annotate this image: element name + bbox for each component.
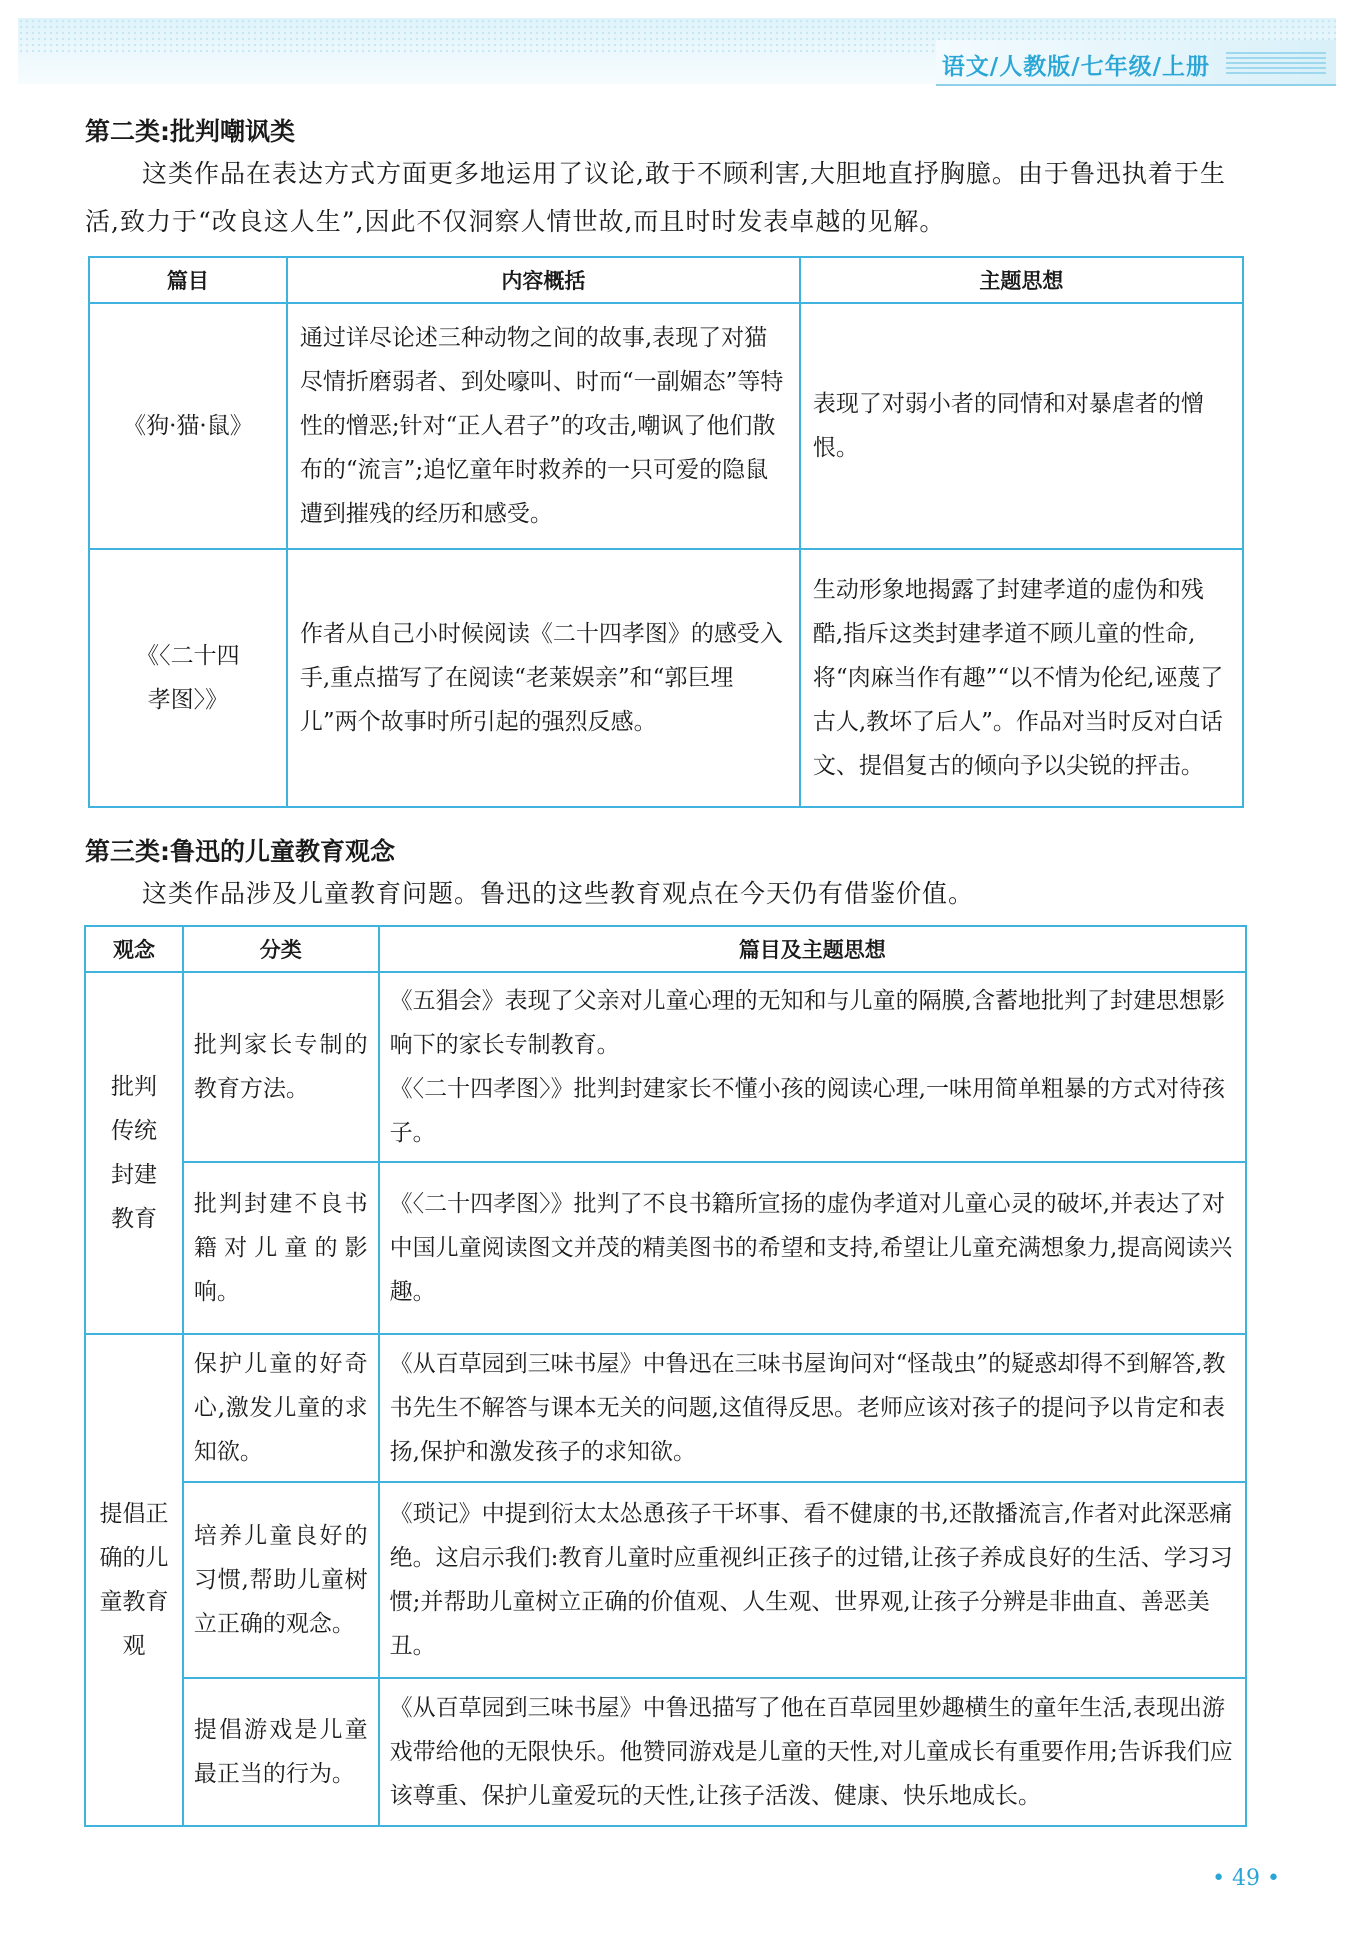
category-cell: 保护儿童的好奇心,激发儿童的求知欲。	[183, 1334, 379, 1482]
section-2-title: 第二类:批判嘲讽类	[85, 117, 295, 146]
table-header-row	[89, 257, 1243, 303]
critique-works-table	[88, 256, 1244, 808]
theme: 表现了对弱小者的同情和对暴虐者的憎恨。	[800, 303, 1243, 549]
table-header-row	[85, 926, 1246, 972]
table-row	[89, 303, 1243, 549]
book-title: 语文/人教版/七年级/上册	[941, 54, 1210, 80]
table-row	[85, 1162, 1246, 1334]
section-3-title: 第三类:鲁迅的儿童教育观念	[85, 837, 395, 866]
table-row	[89, 549, 1243, 807]
content-cell: 《从百草园到三味书屋》中鲁迅在三味书屋询问对“怪哉虫”的疑惑却得不到解答,教书先生不解答与课本无关的问题,这值得反思。老师应该对孩子的提问予以肯定和表扬,保护和激发孩子的求知欲。	[379, 1334, 1246, 1482]
content-cell: 《〈二十四孝图〉》批判了不良书籍所宣扬的虚伪孝道对儿童心灵的破坏,并表达了对中国儿童阅读图文并茂的精美图书的希望和支持,希望让儿童充满想象力,提高阅读兴趣。	[379, 1162, 1246, 1334]
content-paragraph: 《五猖会》表现了父亲对儿童心理的无知和与儿童的隔膜,含蓄地批判了封建思想影响下的家长专制教育。	[389, 988, 1225, 1058]
column-header: 分类	[183, 926, 379, 972]
page-number: • 49 •	[1212, 1866, 1280, 1891]
content-summary: 作者从自己小时候阅读《二十四孝图》的感受入手,重点描写了在阅读“老莱娱亲”和“郭巨埋儿”两个故事时所引起的强烈反感。	[287, 549, 800, 807]
section-3-intro: 这类作品涉及儿童教育问题。鲁迅的这些教育观点在今天仍有借鉴价值。	[142, 879, 975, 908]
category-cell: 批判家长专制的教育方法。	[183, 972, 379, 1162]
content-cell: 《琐记》中提到衍太太怂恿孩子干坏事、看不健康的书,还散播流言,作者对此深恶痛绝。这启示我们:教育儿童时应重视纠正孩子的过错,让孩子养成良好的生活、学习习惯;并帮助儿童树立正确的价值观、人生观、世界观,让孩子分辨是非曲直、善恶美丑。	[379, 1482, 1246, 1678]
table-row	[85, 1678, 1246, 1826]
column-header: 篇目及主题思想	[379, 926, 1246, 972]
table-row	[85, 1482, 1246, 1678]
column-header: 内容概括	[287, 257, 800, 303]
category-cell: 批判封建不良书籍对儿童的影响。	[183, 1162, 379, 1334]
table-row	[85, 1334, 1246, 1482]
content-cell: 《从百草园到三味书屋》中鲁迅描写了他在百草园里妙趣横生的童年生活,表现出游戏带给他的无限快乐。他赞同游戏是儿童的天性,对儿童成长有重要作用;告诉我们应该尊重、保护儿童爱玩的天性,让孩子活泼、健康、快乐地成长。	[379, 1678, 1246, 1826]
section-2-intro: 这类作品在表达方式方面更多地运用了议论,敢于不顾利害,大胆地直抒胸臆。由于鲁迅执着于生活,致力于“改良这人生”,因此不仅洞察人情世故,而且时时发表卓越的见解。	[85, 159, 1226, 236]
concept-cell: 提倡正确的儿童教育观	[85, 1334, 183, 1826]
education-views-table	[84, 925, 1247, 1827]
work-title: 《〈二十四孝图〉》	[89, 549, 287, 807]
category-cell: 培养儿童良好的习惯,帮助儿童树立正确的观念。	[183, 1482, 379, 1678]
content-summary: 通过详尽论述三种动物之间的故事,表现了对猫尽情折磨弱者、到处嚎叫、时而“一副媚态”等特性的憎恶;针对“正人君子”的攻击,嘲讽了他们散布的“流言”;追忆童年时救养的一只可爱的隐鼠遭到摧残的经历和感受。	[287, 303, 800, 549]
theme: 生动形象地揭露了封建孝道的虚伪和残酷,指斥这类封建孝道不顾儿童的性命,将“肉麻当作有趣”“以不情为伦纪,诬蔑了古人,教坏了后人”。作品对当时反对白话文、提倡复古的倾向予以尖锐的抨击。	[800, 549, 1243, 807]
content-cell	[379, 972, 1246, 1162]
column-header: 篇目	[89, 257, 287, 303]
column-header: 观念	[85, 926, 183, 972]
category-cell: 提倡游戏是儿童最正当的行为。	[183, 1678, 379, 1826]
header-decoration	[1226, 52, 1326, 74]
column-header: 主题思想	[800, 257, 1243, 303]
content-paragraph: 《〈二十四孝图〉》批判封建家长不懂小孩的阅读心理,一味用简单粗暴的方式对待孩子。	[389, 1076, 1225, 1146]
work-title: 《狗·猫·鼠》	[89, 303, 287, 549]
table-row	[85, 972, 1246, 1162]
concept-cell: 批判传统封建教育	[85, 972, 183, 1334]
